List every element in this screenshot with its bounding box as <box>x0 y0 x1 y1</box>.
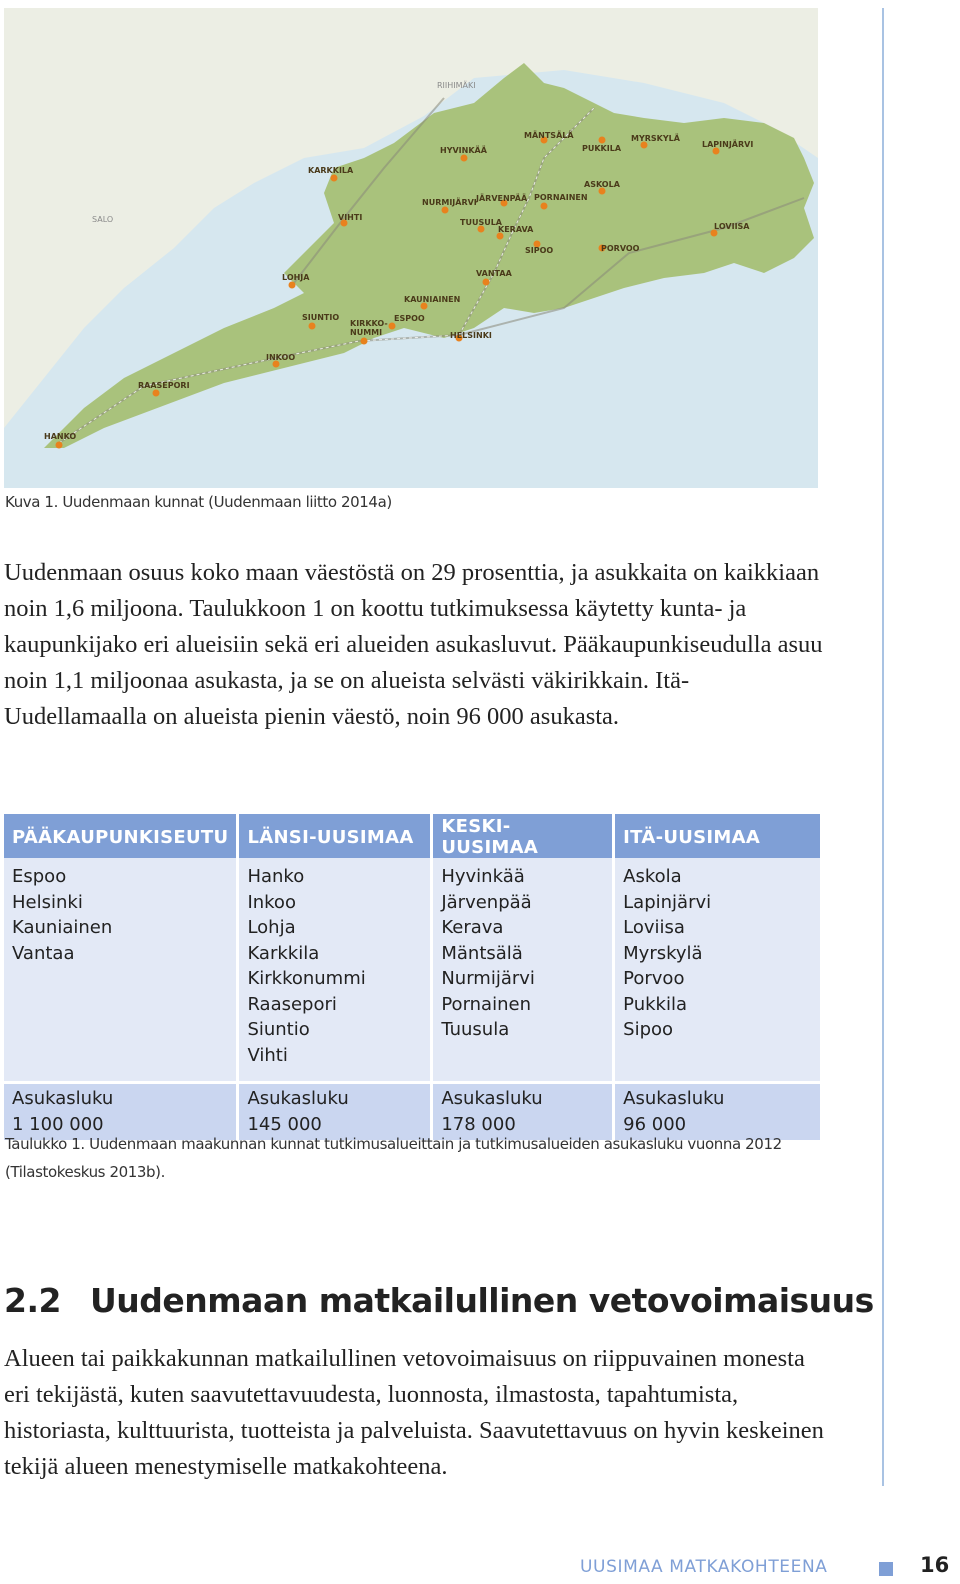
table-header: LÄNSI-UUSIMAA <box>238 814 432 858</box>
map-label: KIRKKO- <box>350 319 388 328</box>
map-label: HELSINKI <box>450 331 492 340</box>
map-label: LOHJA <box>282 273 310 282</box>
population-value: 178 000 <box>441 1113 516 1135</box>
municipality: Kauniainen <box>12 917 113 938</box>
municipality: Lapinjärvi <box>623 891 712 913</box>
municipality-list <box>238 858 432 1083</box>
map-label: VANTAA <box>476 269 512 278</box>
intro-paragraph: Uudenmaan osuus koko maan väestöstä on 29 prosenttia, ja asukkaita on kaikkiaan noin 1,6 miljoona. Taulukkoon 1 on koottu tutkimuksessa käytetty kunta- ja kaupunkijako eri alueisiin sekä eri alueiden asukasluvut. Pääkaupunkiseudulla asuu noin 1,1 miljoonaa asukasta, ja se on alueista selvästi väkirikkain. Itä-Uudellamaalla on alueista pienin väestö, noin 96 000 asukasta. <box>4 559 823 730</box>
municipality: Hanko <box>247 866 305 887</box>
municipality: Vantaa <box>12 942 75 964</box>
municipality: Hyvinkää <box>441 866 525 887</box>
running-title: UUSIMAA MATKAKOHTEENA <box>580 1557 828 1577</box>
map-label: NURMIJÄRVI <box>422 198 477 207</box>
regions-table <box>4 814 820 1140</box>
map-label: MÄNTSÄLÄ <box>524 131 574 140</box>
map-label: RAASEPORI <box>138 381 190 390</box>
municipality-list <box>4 858 238 1083</box>
map-label: MYRSKYLÄ <box>631 134 680 143</box>
map-label: PORVOO <box>601 244 640 253</box>
municipality: Lohja <box>247 917 296 938</box>
municipality: Inkoo <box>247 891 296 913</box>
footer-square-icon <box>879 1562 893 1576</box>
municipality: Kerava <box>441 917 504 938</box>
population-value: 145 000 <box>247 1113 322 1135</box>
municipality: Nurmijärvi <box>441 968 535 989</box>
municipality: Pornainen <box>441 993 531 1015</box>
municipality: Porvoo <box>623 968 685 989</box>
map-label: JÄRVENPÄÄ <box>476 194 528 203</box>
map-label: KERAVA <box>498 225 534 234</box>
population-label: Asukasluku <box>247 1088 349 1109</box>
map-label: ASKOLA <box>584 180 620 189</box>
map-graphic <box>4 8 818 488</box>
population-value: 96 000 <box>623 1113 687 1135</box>
municipality: Kirkkonummi <box>247 968 366 989</box>
map-label: PUKKILA <box>582 144 622 153</box>
map-label: ESPOO <box>394 314 425 323</box>
region-map <box>4 8 818 488</box>
map-label: SALO <box>92 215 114 224</box>
municipality: Järvenpää <box>441 891 532 913</box>
page-number: 16 <box>920 1553 950 1577</box>
map-label: RIIHIMÄKI <box>437 81 476 90</box>
municipality: Askola <box>623 866 682 887</box>
table-header-row <box>4 814 820 858</box>
map-label: HANKO <box>44 432 77 441</box>
table-header: KESKI-UUSIMAA <box>432 814 614 858</box>
map-label: INKOO <box>266 353 296 362</box>
table-row <box>4 858 820 1083</box>
figure-caption: Kuva 1. Uudenmaan kunnat (Uudenmaan liitto 2014a) <box>5 493 392 511</box>
table-caption: Taulukko 1. Uudenmaan maakunnan kunnat tutkimusalueittain ja tutkimusalueiden asukasluku vuonna 2012 (Tilastokeskus 2013b). <box>5 1135 782 1181</box>
section-title: Uudenmaan matkailullinen vetovoimaisuus <box>90 1281 874 1320</box>
municipality: Vihti <box>247 1044 288 1066</box>
map-label: LAPINJÄRVI <box>702 140 754 149</box>
municipality: Espoo <box>12 866 67 887</box>
population-label: Asukasluku <box>623 1088 725 1109</box>
table-header: PÄÄKAUPUNKISEUTU <box>4 814 238 858</box>
section-number: 2.2 <box>4 1281 61 1320</box>
municipality: Loviisa <box>623 917 685 938</box>
map-label: PORNAINEN <box>534 193 588 202</box>
page-margin-rule <box>882 8 884 1486</box>
population-label: Asukasluku <box>441 1088 543 1109</box>
map-label: KARKKILA <box>308 166 354 175</box>
municipality-list <box>614 858 820 1083</box>
map-label: LOVIISA <box>714 222 750 231</box>
map-label: HYVINKÄÄ <box>440 146 487 155</box>
municipality: Raasepori <box>247 993 337 1015</box>
municipality: Mäntsälä <box>441 942 523 964</box>
map-label: KAUNIAINEN <box>404 295 461 304</box>
municipality: Myrskylä <box>623 942 703 964</box>
municipality: Siuntio <box>247 1019 310 1040</box>
municipality-list <box>432 858 614 1083</box>
population-label: Asukasluku <box>12 1088 114 1109</box>
municipality: Helsinki <box>12 891 83 913</box>
section-paragraph: Alueen tai paikkakunnan matkailullinen vetovoimaisuus on riippuvainen monesta eri tekijästä, kuten saavutettavuudesta, luonnosta, ilmastosta, tapahtumista, historiasta, kulttuurista, tuotteista ja palveluista. Saavutettavuus on hyvin keskeinen tekijä alueen menestymiselle matkakohteena. <box>4 1345 824 1480</box>
municipality: Karkkila <box>247 942 320 964</box>
municipality: Tuusula <box>441 1019 510 1040</box>
map-label: TUUSULA <box>460 218 502 227</box>
municipality: Pukkila <box>623 993 687 1015</box>
section-heading <box>4 1281 874 1320</box>
map-label: SIUNTIO <box>302 313 340 322</box>
table-header: ITÄ-UUSIMAA <box>614 814 820 858</box>
map-label: SIPOO <box>525 246 554 255</box>
map-label: VIHTI <box>338 213 363 222</box>
municipality: Sipoo <box>623 1019 674 1040</box>
map-label: NUMMI <box>350 328 383 337</box>
population-value: 1 100 000 <box>12 1113 104 1135</box>
